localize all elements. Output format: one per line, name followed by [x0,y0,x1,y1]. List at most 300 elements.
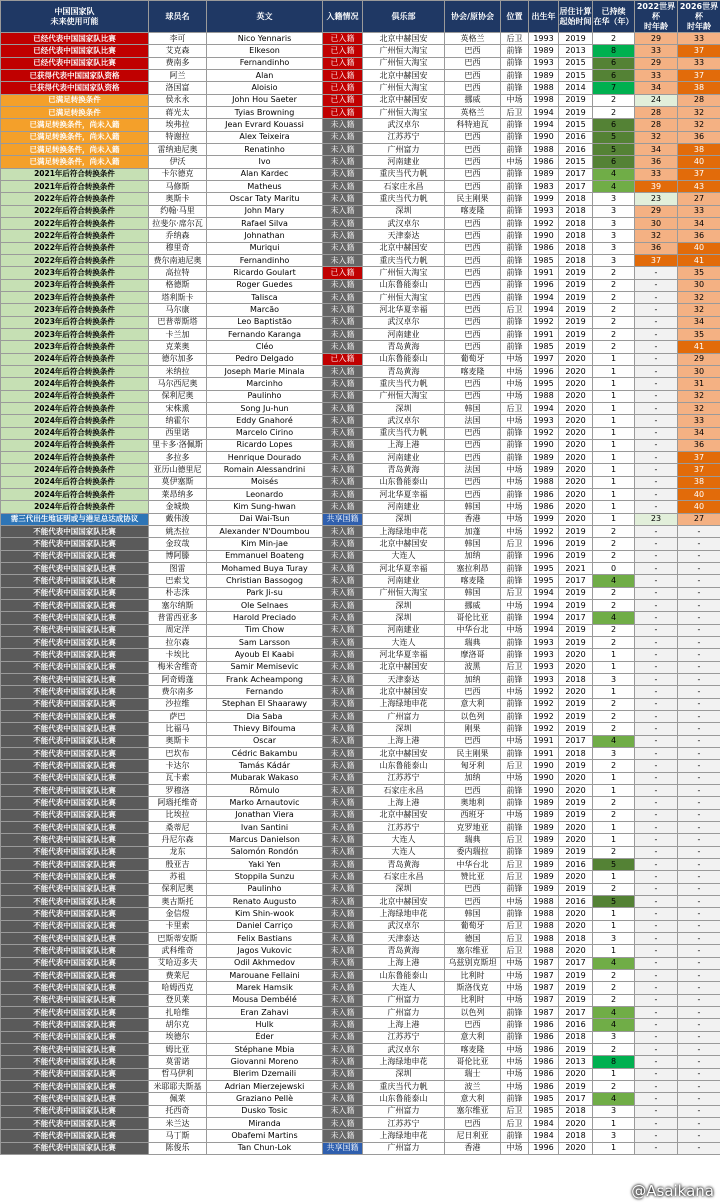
cell-club: 深圳 [363,402,445,414]
cell-a2022: - [635,674,678,686]
cell-a2022: - [635,612,678,624]
table-row [1,427,720,439]
cell-a2026: - [678,822,720,834]
cell-cn: 莱昂纳多 [149,489,207,501]
cell-a2022: - [635,748,678,760]
cell-pos: 前锋 [501,119,529,131]
cell-start: 2018 [559,217,593,229]
cell-cn: 马丁斯 [149,1130,207,1142]
cell-birth: 1988 [529,476,559,488]
cell-birth: 1993 [529,674,559,686]
cell-a2026: - [678,883,720,895]
cell-assoc: 波黑 [445,661,501,673]
cell-a2022: - [635,1142,678,1154]
cell-status: 未入籍 [323,748,363,760]
cell-status: 未入籍 [323,550,363,562]
cell-years: 1 [593,464,635,476]
cell-club: 上海上港 [363,1019,445,1031]
cell-start: 2019 [559,279,593,291]
cell-a2022: - [635,945,678,957]
cell-pos: 中场 [501,501,529,513]
cell-cat: 不能代表中国国家队比赛 [1,760,149,772]
cell-en: Oscar [207,735,323,747]
cell-start: 2020 [559,686,593,698]
cell-status: 未入籍 [323,871,363,883]
cell-assoc: 中华台北 [445,858,501,870]
cell-status: 未入籍 [323,908,363,920]
cell-years: 1 [593,1068,635,1080]
cell-years: 4 [593,168,635,180]
cell-years: 2 [593,106,635,118]
table-row [1,1006,720,1018]
cell-assoc: 巴西 [445,45,501,57]
cell-en: Éder [207,1031,323,1043]
cell-pos: 前锋 [501,427,529,439]
cell-status: 未入籍 [323,624,363,636]
cell-cat: 不能代表中国国家队比赛 [1,920,149,932]
cell-pos: 后卫 [501,661,529,673]
table-row [1,624,720,636]
cell-a2026: - [678,1105,720,1117]
cell-pos: 后卫 [501,304,529,316]
cell-en: Nico Yennaris [207,33,323,45]
cell-status: 未入籍 [323,390,363,402]
cell-a2026: 34 [678,316,720,328]
cell-years: 1 [593,427,635,439]
cell-a2022: - [635,575,678,587]
cell-en: Pedro Delgado [207,353,323,365]
cell-club: 武汉卓尔 [363,920,445,932]
cell-cat: 已获得代表中国国家队资格 [1,69,149,81]
cell-years: 5 [593,895,635,907]
cell-cat: 不能代表中国国家队比赛 [1,661,149,673]
cell-a2022: 34 [635,82,678,94]
cell-en: Moisés [207,476,323,488]
cell-cn: 侯永永 [149,94,207,106]
table-row [1,106,720,118]
cell-en: Stéphane Mbia [207,1043,323,1055]
cell-start: 2019 [559,994,593,1006]
cell-club: 北京中赫国安 [363,686,445,698]
cell-cn: 卡达尔 [149,760,207,772]
table-row [1,1105,720,1117]
cell-a2026: 37 [678,69,720,81]
cell-cat: 不能代表中国国家队比赛 [1,575,149,587]
cell-a2026: - [678,624,720,636]
cell-start: 2019 [559,33,593,45]
cell-birth: 1985 [529,341,559,353]
cell-cn: 哲马伊利 [149,1068,207,1080]
cell-a2022: 32 [635,230,678,242]
cell-years: 3 [593,205,635,217]
table-row [1,698,720,710]
cell-cn: 克莱奥 [149,341,207,353]
cell-years: 1 [593,378,635,390]
cell-club: 武汉卓尔 [363,316,445,328]
table-row [1,994,720,1006]
cell-birth: 1988 [529,945,559,957]
cell-assoc: 英格兰 [445,33,501,45]
cell-club: 青岛黄海 [363,945,445,957]
cell-club: 大连人 [363,982,445,994]
cell-start: 2016 [559,131,593,143]
cell-club: 广州恒大淘宝 [363,106,445,118]
cell-club: 江苏苏宁 [363,822,445,834]
cell-cat: 不能代表中国国家队比赛 [1,822,149,834]
cell-birth: 1986 [529,1043,559,1055]
cell-start: 2020 [559,427,593,439]
cell-en: Renato Augusto [207,895,323,907]
cell-en: Mousa Dembélé [207,994,323,1006]
cell-status: 未入籍 [323,945,363,957]
cell-birth: 1999 [529,513,559,525]
cell-a2026: 37 [678,464,720,476]
cell-pos: 中场 [501,365,529,377]
cell-a2022: - [635,464,678,476]
cell-club: 深圳 [363,1068,445,1080]
cell-a2026: 38 [678,476,720,488]
table-row [1,785,720,797]
cell-birth: 1989 [529,797,559,809]
cell-birth: 1990 [529,760,559,772]
cell-start: 2017 [559,612,593,624]
cell-pos: 前锋 [501,254,529,266]
cell-a2026: - [678,1080,720,1092]
cell-en: Yaki Yen [207,858,323,870]
cell-cn: 梅米舍维奇 [149,661,207,673]
cell-birth: 1994 [529,402,559,414]
cell-a2026: - [678,957,720,969]
cell-pos: 前锋 [501,341,529,353]
cell-en: Marcinho [207,378,323,390]
cell-years: 2 [593,846,635,858]
cell-en: Alexander N'Doumbou [207,526,323,538]
cell-a2022: - [635,908,678,920]
cell-pos: 前锋 [501,846,529,858]
cell-cat: 2022年后符合转换条件 [1,193,149,205]
cell-years: 2 [593,723,635,735]
cell-cn: 苏祖 [149,871,207,883]
cell-en: Talisca [207,291,323,303]
cell-club: 深圳 [363,612,445,624]
table-row [1,242,720,254]
table-row [1,587,720,599]
cell-cn: 巴普蒂斯塔 [149,316,207,328]
cell-status: 未入籍 [323,735,363,747]
cell-pos: 中场 [501,895,529,907]
cell-a2022: 23 [635,193,678,205]
cell-years: 2 [593,328,635,340]
cell-years: 1 [593,871,635,883]
cell-years: 1 [593,785,635,797]
cell-assoc: 巴西 [445,476,501,488]
cell-pos: 前锋 [501,82,529,94]
cell-en: Henrique Dourado [207,452,323,464]
cell-club: 北京中赫国安 [363,94,445,106]
cell-start: 2019 [559,883,593,895]
cell-status: 未入籍 [323,760,363,772]
cell-cn: 马修斯 [149,180,207,192]
cell-status: 已入籍 [323,69,363,81]
cell-a2026: - [678,871,720,883]
cell-years: 3 [593,674,635,686]
cell-cat: 已满足转换条件 [1,94,149,106]
header-en-name: 英文 [207,1,323,33]
cell-status: 未入籍 [323,230,363,242]
cell-birth: 1986 [529,1080,559,1092]
cell-a2026: - [678,895,720,907]
cell-pos: 中场 [501,378,529,390]
cell-a2026: - [678,908,720,920]
cell-assoc: 巴西 [445,143,501,155]
cell-birth: 1984 [529,1117,559,1129]
cell-birth: 1989 [529,809,559,821]
cell-club: 广州恒大淘宝 [363,267,445,279]
cell-start: 2019 [559,600,593,612]
cell-cat: 不能代表中国国家队比赛 [1,674,149,686]
cell-a2022: - [635,809,678,821]
cell-a2022: 28 [635,119,678,131]
cell-a2022: - [635,871,678,883]
cell-assoc: 巴西 [445,304,501,316]
cell-club: 广州恒大淘宝 [363,82,445,94]
cell-birth: 1987 [529,982,559,994]
cell-cat: 2022年后符合转换条件 [1,205,149,217]
cell-cn: 李可 [149,33,207,45]
cell-a2026: 32 [678,390,720,402]
cell-status: 未入籍 [323,180,363,192]
cell-cn: 博阿滕 [149,550,207,562]
cell-cn: 图雷 [149,563,207,575]
cell-cat: 已经代表中国国家队比赛 [1,45,149,57]
cell-en: Muriqui [207,242,323,254]
cell-en: Marcus Danielson [207,834,323,846]
table-row [1,1093,720,1105]
cell-start: 2020 [559,501,593,513]
cell-club: 青岛黄海 [363,365,445,377]
cell-cat: 2024年后符合转换条件 [1,390,149,402]
cell-a2022: 37 [635,254,678,266]
cell-start: 2018 [559,205,593,217]
cell-pos: 前锋 [501,1006,529,1018]
cell-start: 2020 [559,489,593,501]
cell-birth: 1992 [529,427,559,439]
cell-a2026: - [678,1093,720,1105]
cell-cat: 不能代表中国国家队比赛 [1,526,149,538]
cell-status: 已入籍 [323,45,363,57]
cell-a2026: - [678,809,720,821]
cell-birth: 1999 [529,193,559,205]
cell-club: 广州恒大淘宝 [363,291,445,303]
cell-cn: 里卡多·洛佩斯 [149,439,207,451]
cell-a2022: - [635,686,678,698]
cell-club: 北京中赫国安 [363,661,445,673]
cell-birth: 1989 [529,822,559,834]
cell-start: 2017 [559,180,593,192]
cell-status: 未入籍 [323,785,363,797]
cell-start: 2020 [559,945,593,957]
cell-cat: 不能代表中国国家队比赛 [1,624,149,636]
cell-club: 武汉卓尔 [363,415,445,427]
cell-pos: 前锋 [501,575,529,587]
cell-assoc: 巴西 [445,341,501,353]
cell-club: 河南建业 [363,328,445,340]
cell-years: 2 [593,341,635,353]
cell-pos: 中场 [501,464,529,476]
cell-birth: 1994 [529,600,559,612]
cell-assoc: 刚果 [445,723,501,735]
cell-assoc: 巴西 [445,686,501,698]
header-cn-name: 球员名 [149,1,207,33]
cell-cn: 瓦卡索 [149,772,207,784]
cell-cat: 2024年后符合转换条件 [1,353,149,365]
cell-pos: 中场 [501,1142,529,1154]
cell-assoc: 喀麦隆 [445,575,501,587]
cell-club: 江苏苏宁 [363,1031,445,1043]
cell-assoc: 斯洛伐克 [445,982,501,994]
cell-en: Kim Sung-hwan [207,501,323,513]
table-row [1,735,720,747]
table-row [1,82,720,94]
cell-birth: 1995 [529,378,559,390]
cell-birth: 1986 [529,156,559,168]
cell-start: 2020 [559,464,593,476]
cell-start: 2019 [559,267,593,279]
cell-club: 江苏苏宁 [363,1117,445,1129]
cell-years: 1 [593,908,635,920]
cell-pos: 后卫 [501,1105,529,1117]
cell-a2022: - [635,637,678,649]
table-row [1,464,720,476]
cell-years: 2 [593,267,635,279]
cell-club: 山东鲁能泰山 [363,1093,445,1105]
cell-status: 未入籍 [323,587,363,599]
cell-assoc: 葡萄牙 [445,920,501,932]
cell-start: 2019 [559,587,593,599]
cell-cat: 2023年后符合转换条件 [1,291,149,303]
cell-birth: 1985 [529,254,559,266]
cell-cn: 马尔康 [149,304,207,316]
cell-pos: 中场 [501,994,529,1006]
cell-en: Harold Preciado [207,612,323,624]
cell-start: 2020 [559,439,593,451]
cell-cat: 不能代表中国国家队比赛 [1,612,149,624]
cell-en: Samir Memisevic [207,661,323,673]
cell-en: Felix Bastians [207,932,323,944]
cell-birth: 1990 [529,772,559,784]
cell-assoc: 加纳 [445,550,501,562]
cell-club: 青岛黄海 [363,464,445,476]
cell-a2026: - [678,945,720,957]
cell-a2022: 36 [635,242,678,254]
cell-a2022: - [635,587,678,599]
cell-status: 未入籍 [323,822,363,834]
cell-years: 2 [593,600,635,612]
cell-years: 2 [593,982,635,994]
cell-club: 江苏苏宁 [363,131,445,143]
cell-birth: 1994 [529,119,559,131]
cell-start: 2019 [559,550,593,562]
cell-a2022: 24 [635,94,678,106]
table-row [1,168,720,180]
cell-years: 4 [593,1093,635,1105]
cell-birth: 1988 [529,895,559,907]
cell-years: 0 [593,563,635,575]
cell-status: 未入籍 [323,156,363,168]
cell-en: Frank Acheampong [207,674,323,686]
table-row [1,1031,720,1043]
cell-pos: 前锋 [501,563,529,575]
cell-start: 2018 [559,1105,593,1117]
cell-pos: 前锋 [501,242,529,254]
cell-status: 未入籍 [323,1043,363,1055]
cell-cn: 埃弗拉 [149,119,207,131]
cell-en: Aloisio [207,82,323,94]
cell-status: 未入籍 [323,476,363,488]
cell-birth: 1987 [529,994,559,1006]
cell-status: 未入籍 [323,969,363,981]
cell-status: 未入籍 [323,994,363,1006]
table-row [1,1043,720,1055]
cell-club: 山东鲁能泰山 [363,760,445,772]
cell-assoc: 韩国 [445,402,501,414]
table-row [1,501,720,513]
cell-years: 3 [593,1031,635,1043]
cell-club: 青岛黄海 [363,858,445,870]
cell-birth: 1984 [529,1130,559,1142]
cell-pos: 中场 [501,624,529,636]
cell-start: 2020 [559,378,593,390]
cell-pos: 中场 [501,809,529,821]
cell-cn: 塞尔纳斯 [149,600,207,612]
cell-years: 2 [593,291,635,303]
cell-start: 2019 [559,1080,593,1092]
cell-cat: 2021年后符合转换条件 [1,180,149,192]
cell-years: 2 [593,797,635,809]
cell-cat: 不能代表中国国家队比赛 [1,686,149,698]
cell-status: 未入籍 [323,415,363,427]
cell-cn: 佩莱 [149,1093,207,1105]
cell-club: 山东鲁能泰山 [363,279,445,291]
cell-birth: 1988 [529,908,559,920]
cell-start: 2018 [559,674,593,686]
cell-start: 2016 [559,143,593,155]
cell-club: 武汉卓尔 [363,217,445,229]
cell-club: 广州恒大淘宝 [363,390,445,402]
cell-pos: 中场 [501,969,529,981]
cell-en: Daniel Carriço [207,920,323,932]
cell-start: 2020 [559,390,593,402]
cell-years: 1 [593,822,635,834]
cell-status: 未入籍 [323,1019,363,1031]
cell-en: Stephan El Shaarawy [207,698,323,710]
cell-cat: 2024年后符合转换条件 [1,476,149,488]
cell-a2026: - [678,587,720,599]
cell-en: Elkeson [207,45,323,57]
cell-club: 重庆当代力帆 [363,378,445,390]
table-row [1,291,720,303]
cell-years: 1 [593,772,635,784]
table-row [1,649,720,661]
cell-a2022: - [635,982,678,994]
cell-club: 上海上港 [363,735,445,747]
cell-a2026: - [678,649,720,661]
cell-assoc: 意大利 [445,1031,501,1043]
cell-a2026: 37 [678,45,720,57]
cell-a2022: - [635,316,678,328]
cell-status: 未入籍 [323,723,363,735]
cell-cat: 已经代表中国国家队比赛 [1,57,149,69]
